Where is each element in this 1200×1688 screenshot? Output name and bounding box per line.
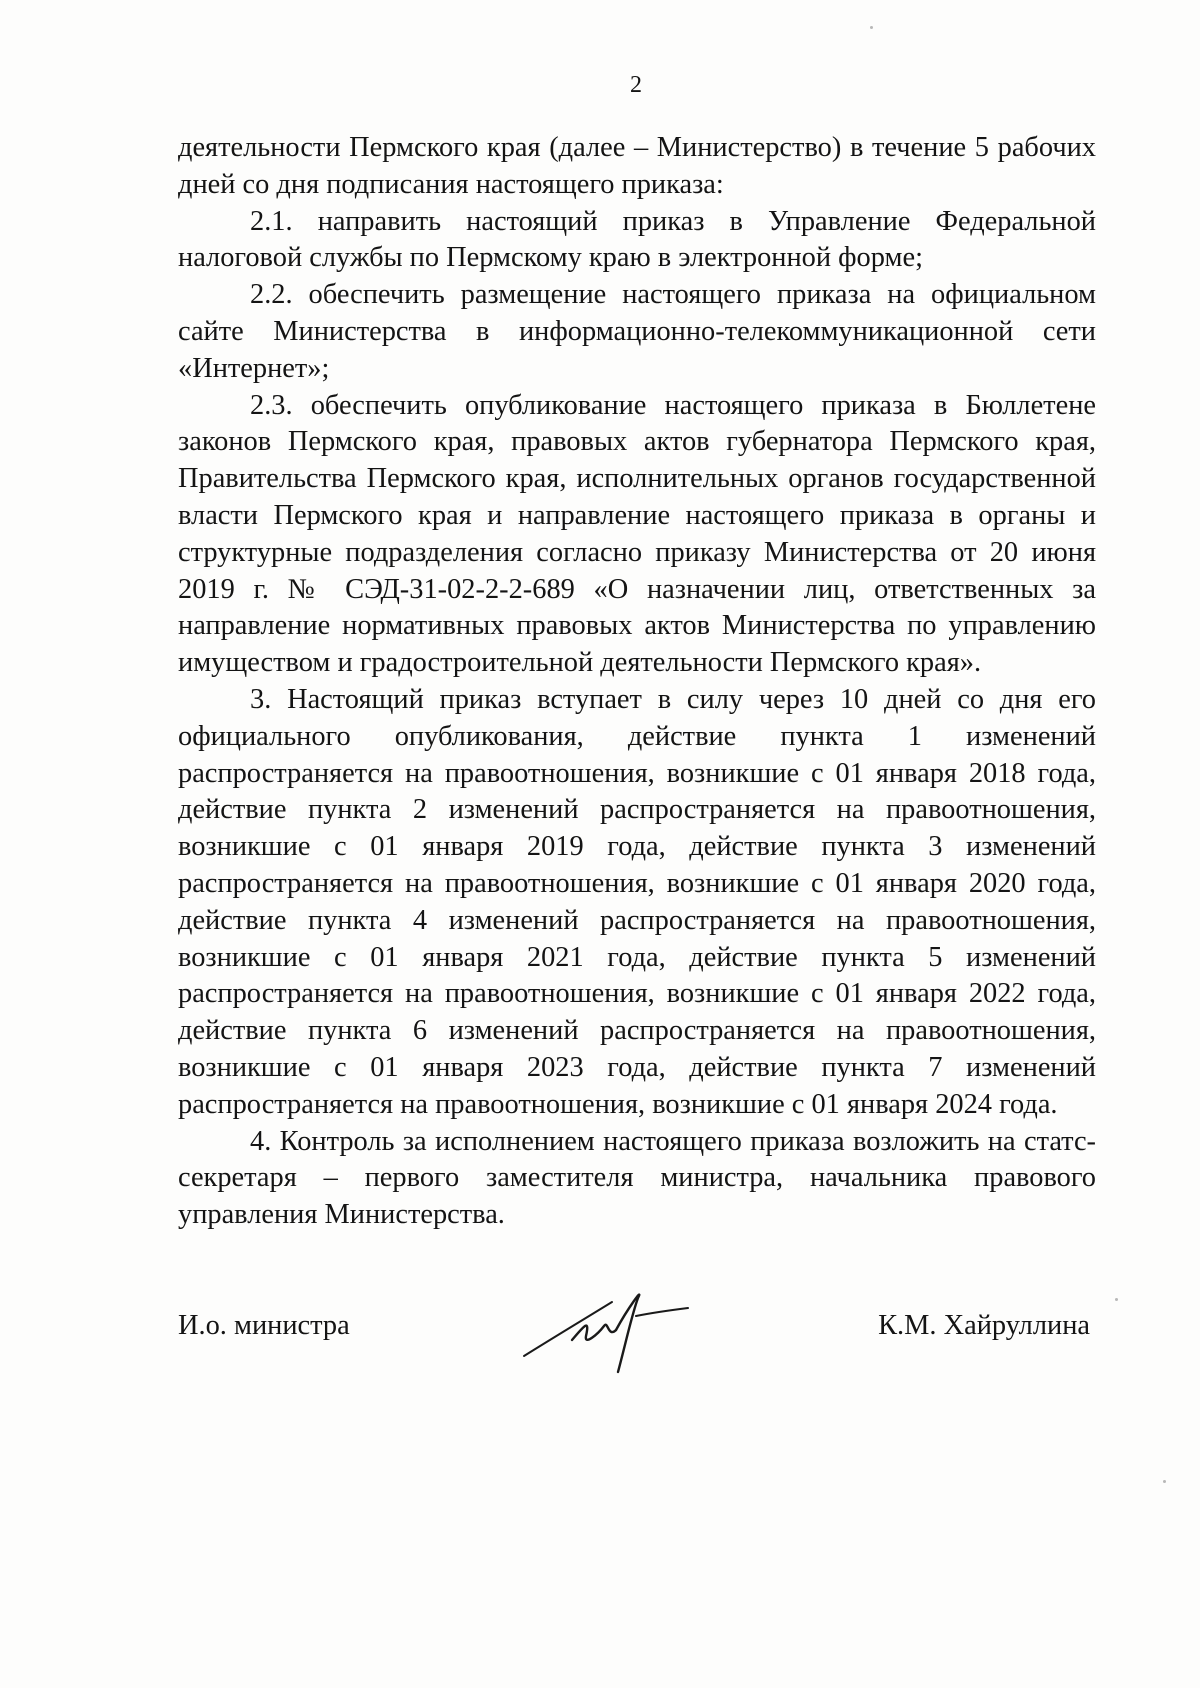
paragraph-2-1: 2.1. направить настоящий приказ в Управление Федеральной налоговой службы по Пермскому краю в электронной форме; bbox=[178, 205, 1096, 274]
paragraph-3: 3. Настоящий приказ вступает в силу через 10 дней со дня его официального опубликования, действие пункта 1 изменений распространяется на правоотношения, возникшие с 01 января 2018 года, действие пункта 2 изменений распространяется на правоотношения, возникшие с 01 января 2019 года, действие пункта 3 изменений распространяется на правоотношения, возникшие с 01 января 2020 года, действие пункта 4 изменений распространяется на правоотношения, возникшие с 01 января 2021 года, действие пункта 5 изменений распространяется на правоотношения, возникшие с 01 января 2022 года, действие пункта 6 изменений распространяется на правоотношения, возникшие с 01 января 2023 года, действие пункта 7 изменений распространяется на правоотношения, возникшие с 01 января 2024 года. bbox=[178, 683, 1096, 1120]
scan-speck bbox=[1115, 1298, 1118, 1301]
signature-block bbox=[178, 1306, 1090, 1346]
signer-title: И.о. министра bbox=[178, 1310, 350, 1341]
signer-name: К.М. Хайруллина bbox=[878, 1310, 1090, 1341]
paragraph-4: 4. Контроль за исполнением настоящего приказа возложить на статс-секретаря – первого заместителя министра, начальника правового управления Министерства. bbox=[178, 1125, 1096, 1231]
paragraph-2-3: 2.3. обеспечить опубликование настоящего приказа в Бюллетене законов Пермского края, правовых актов губернатора Пермского края, Правительства Пермского края, исполнительных органов государственной власти Пермского края и направление настоящего приказа в органы и структурные подразделения согласно приказу Министерства от 20 июня 2019 г. № СЭД-31-02-2-2-689 «О назначении лиц, ответственных за направление нормативных правовых актов Министерства по управлению имуществом и градостроительной деятельности Пермского края». bbox=[178, 389, 1096, 679]
paragraph-2-2: 2.2. обеспечить размещение настоящего приказа на официальном сайте Министерства в информационно-телекоммуникационной сети «Интернет»; bbox=[178, 279, 1096, 384]
document-body bbox=[178, 130, 1096, 1234]
scan-speck bbox=[1163, 1480, 1166, 1483]
scan-speck bbox=[870, 26, 873, 29]
handwritten-signature-icon bbox=[516, 1278, 696, 1388]
page-number: 2 bbox=[630, 72, 642, 98]
paragraph-continuation: деятельности Пермского края (далее – Министерство) в течение 5 рабочих дней со дня подписания настоящего приказа: bbox=[178, 132, 1096, 200]
